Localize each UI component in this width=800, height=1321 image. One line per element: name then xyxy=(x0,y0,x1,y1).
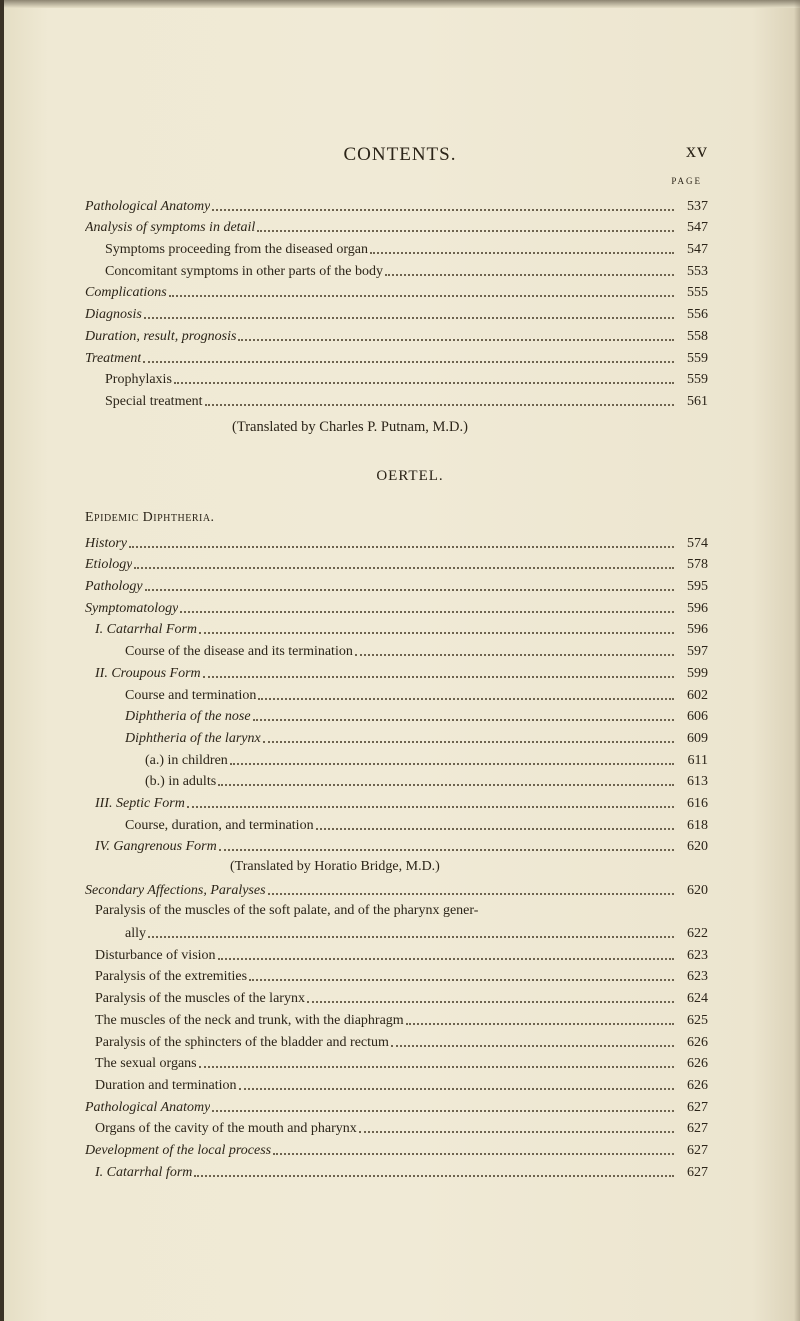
toc-section-2 xyxy=(85,531,708,1182)
toc-entry: Organs of the cavity of the mouth and pharynx 627 xyxy=(95,1121,708,1137)
toc-entry: III. Septic Form 616 xyxy=(95,795,708,811)
toc-entry: The muscles of the neck and trunk, with the diaphragm 625 xyxy=(95,1012,708,1028)
toc-entry: Duration, result, prognosis 558 xyxy=(85,328,708,344)
toc-entry: Prophylaxis 559 xyxy=(105,372,708,388)
toc-entry-wrapped: Paralysis of the muscles of the soft palate, and of the pharynx gener- xyxy=(95,902,479,918)
translator-credit: (Translated by Horatio Bridge, M.D.) xyxy=(230,859,440,875)
section-heading: Epidemic Diphtheria. xyxy=(85,510,215,525)
page-top-edge xyxy=(0,0,800,8)
toc-entry: IV. Gangrenous Form 620 xyxy=(95,839,708,855)
toc-entry: II. Croupous Form 599 xyxy=(95,665,708,681)
page-column-label: PAGE xyxy=(671,176,702,186)
toc-entry: History 574 xyxy=(85,535,708,551)
toc-entry: Analysis of symptoms in detail 547 xyxy=(85,220,708,236)
toc-entry: Symptoms proceeding from the diseased organ 547 xyxy=(105,242,708,258)
toc-entry: Disturbance of vision 623 xyxy=(95,947,708,963)
toc-entry: Concomitant symptoms in other parts of the body 553 xyxy=(105,263,708,279)
toc-entry: Etiology 578 xyxy=(85,557,708,573)
toc-entry: Pathological Anatomy 627 xyxy=(85,1099,708,1115)
toc-entry: Course and termination 602 xyxy=(125,687,708,703)
toc-entry: Development of the local process 627 xyxy=(85,1142,708,1158)
toc-entry: Diagnosis 556 xyxy=(85,307,708,323)
toc-entry: Treatment 559 xyxy=(85,350,708,366)
toc-entry: Paralysis of the sphincters of the bladder and rectum 626 xyxy=(95,1034,708,1050)
toc-entry: Diphtheria of the nose 606 xyxy=(125,709,708,725)
toc-entry: (a.) in children 611 xyxy=(145,752,708,768)
toc-entry: Special treatment 561 xyxy=(105,393,708,409)
toc-entry: Complications 555 xyxy=(85,285,708,301)
running-head xyxy=(0,140,800,166)
toc-entry: Secondary Affections, Paralyses 620 xyxy=(85,882,708,898)
toc-entry: Paralysis of the extremities 623 xyxy=(95,969,708,985)
page-edge-shadow xyxy=(794,0,800,1321)
running-title: CONTENTS. xyxy=(343,144,457,165)
toc-entry: Symptomatology 596 xyxy=(85,600,708,616)
folio-number: xv xyxy=(686,140,708,162)
toc-section-1 xyxy=(85,194,708,411)
toc-entry: Duration and termination 626 xyxy=(95,1077,708,1093)
toc-entry: Course of the disease and its termination 597 xyxy=(125,644,708,660)
toc-entry: Paralysis of the muscles of the larynx 624 xyxy=(95,991,708,1007)
toc-entry: The sexual organs 626 xyxy=(95,1056,708,1072)
toc-entry: (b.) in adults 613 xyxy=(145,774,708,790)
translator-credit: (Translated by Charles P. Putnam, M.D.) xyxy=(232,419,468,435)
toc-entry: Pathological Anatomy 537 xyxy=(85,198,708,214)
author-heading: OERTEL. xyxy=(376,468,444,484)
toc-entry: Course, duration, and termination 618 xyxy=(125,817,708,833)
toc-entry: Pathology 595 xyxy=(85,579,708,595)
toc-entry: Diphtheria of the larynx 609 xyxy=(125,730,708,746)
toc-entry: I. Catarrhal Form 596 xyxy=(95,622,708,638)
page-gutter xyxy=(0,0,4,1321)
toc-entry: I. Catarrhal form 627 xyxy=(95,1164,708,1180)
toc-entry: ally 622 xyxy=(125,926,708,942)
